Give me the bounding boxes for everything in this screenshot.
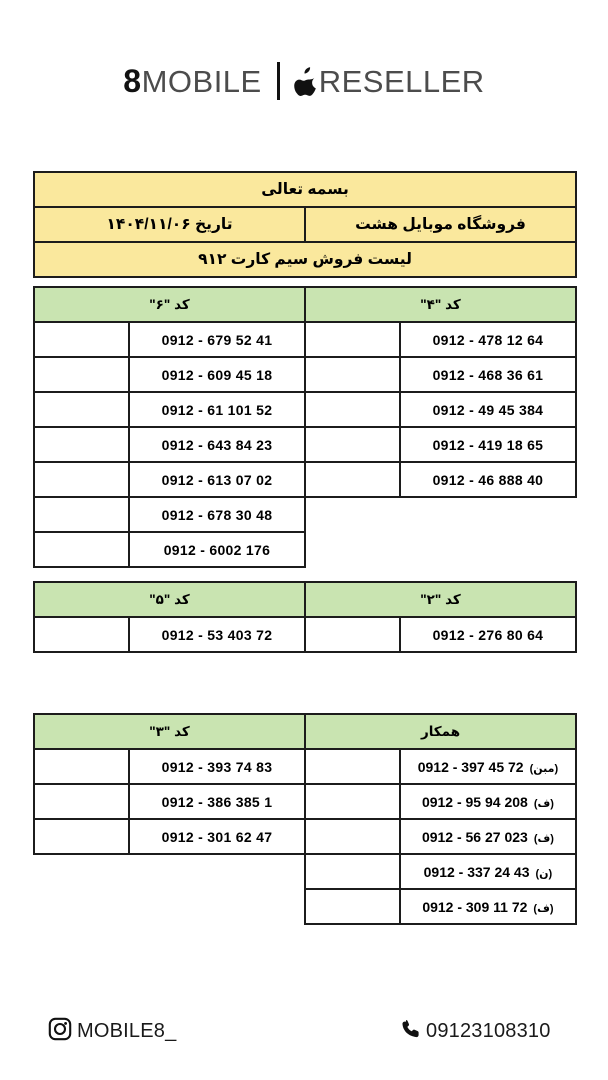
number-tag: (ف) — [533, 797, 554, 810]
table-row — [34, 242, 576, 277]
price-cell[interactable] — [34, 784, 129, 819]
number-cell: 0912 - 643 84 23 — [129, 427, 305, 462]
price-cell[interactable] — [305, 854, 400, 889]
number-tag: (ف) — [533, 832, 554, 845]
price-cell[interactable] — [34, 617, 129, 652]
table-row — [34, 427, 576, 462]
number-cell: 0912 - 301 62 47 — [129, 819, 305, 854]
price-cell[interactable] — [305, 427, 400, 462]
shop-name-cell: فروشگاه موبایل هشت — [305, 207, 576, 242]
number-cell — [400, 854, 576, 889]
header-code-4: کد "۴" — [305, 287, 576, 322]
price-cell[interactable] — [305, 784, 400, 819]
table-code-6-and-4 — [33, 286, 577, 568]
number-cell — [400, 749, 576, 784]
number-tag: (مبن) — [529, 762, 559, 775]
empty-filler — [34, 889, 129, 924]
info-header-table — [33, 171, 577, 278]
brand-mobile-text: MOBILE — [141, 63, 262, 99]
number-cell: 0912 - 46 888 40 — [400, 462, 576, 497]
number-cell: 0912 - 609 45 18 — [129, 357, 305, 392]
number-cell: 0912 - 386 385 1 — [129, 784, 305, 819]
number-cell: 0912 - 53 403 72 — [129, 617, 305, 652]
header-code-5: کد "۵" — [34, 582, 305, 617]
table-code-3-and-colleague — [33, 713, 577, 925]
number-cell — [400, 784, 576, 819]
price-cell[interactable] — [305, 392, 400, 427]
instagram-handle: MOBILE8_ — [77, 1019, 177, 1042]
table-row — [34, 357, 576, 392]
price-cell[interactable] — [305, 357, 400, 392]
brand-eight: 8 — [123, 63, 142, 99]
apple-logo-icon — [294, 67, 318, 97]
number-cell: 0912 - 679 52 41 — [129, 322, 305, 357]
price-cell[interactable] — [34, 532, 129, 567]
table-row — [34, 207, 576, 242]
empty-filler — [400, 497, 576, 532]
table-header-row — [34, 714, 576, 749]
table-row — [34, 497, 576, 532]
empty-filler — [400, 532, 576, 567]
price-cell[interactable] — [34, 392, 129, 427]
phone-icon — [400, 1018, 422, 1045]
header-colleague: همکار — [305, 714, 576, 749]
brand-logo — [0, 52, 608, 110]
number-cell: 0912 - 61 101 52 — [129, 392, 305, 427]
price-cell[interactable] — [34, 749, 129, 784]
number-text: 0912 - 337 24 43 — [423, 863, 530, 880]
table-row — [34, 322, 576, 357]
instagram-contact[interactable] — [48, 1017, 176, 1046]
table-row — [34, 462, 576, 497]
number-tag: (ن) — [535, 867, 553, 880]
number-text: 0912 - 56 27 023 — [421, 828, 528, 845]
bismillah-cell: بسمه تعالی — [34, 172, 576, 207]
price-cell[interactable] — [305, 322, 400, 357]
list-title-cell: لیست فروش سیم کارت ۹۱۲ — [34, 242, 576, 277]
number-tag: (ف) — [533, 902, 554, 915]
table-row — [34, 854, 576, 889]
price-cell[interactable] — [34, 357, 129, 392]
number-text: 0912 - 95 94 208 — [421, 793, 528, 810]
number-cell: 0912 - 678 30 48 — [129, 497, 305, 532]
date-cell: تاریخ ۱۴۰۴/۱۱/۰۶ — [34, 207, 305, 242]
price-cell[interactable] — [305, 617, 400, 652]
table-row — [34, 819, 576, 854]
table-row — [34, 392, 576, 427]
number-text: 0912 - 309 11 72 — [422, 898, 528, 915]
price-cell[interactable] — [305, 462, 400, 497]
price-cell[interactable] — [305, 889, 400, 924]
table-row — [34, 889, 576, 924]
table-code-5-and-2 — [33, 581, 577, 653]
table-row — [34, 532, 576, 567]
table-row — [34, 172, 576, 207]
brand-wordmark — [123, 62, 484, 100]
instagram-icon — [48, 1017, 72, 1046]
table-row — [34, 784, 576, 819]
number-cell — [400, 889, 576, 924]
empty-filler — [129, 889, 305, 924]
header-code-2: کد "۲" — [305, 582, 576, 617]
table-row — [34, 749, 576, 784]
table-row — [34, 617, 576, 652]
empty-filler — [305, 532, 400, 567]
price-cell[interactable] — [34, 497, 129, 532]
empty-filler — [34, 854, 129, 889]
footer — [0, 1008, 608, 1054]
price-cell[interactable] — [305, 819, 400, 854]
brand-divider — [277, 62, 280, 100]
header-code-6: کد "۶" — [34, 287, 305, 322]
number-cell: 0912 - 6002 176 — [129, 532, 305, 567]
phone-contact[interactable] — [400, 1018, 551, 1045]
number-cell: 0912 - 478 12 64 — [400, 322, 576, 357]
price-cell[interactable] — [305, 749, 400, 784]
price-cell[interactable] — [34, 427, 129, 462]
number-cell: 0912 - 468 36 61 — [400, 357, 576, 392]
number-cell — [400, 819, 576, 854]
brand-reseller-text: RESELLER — [318, 63, 485, 99]
empty-filler — [129, 854, 305, 889]
number-cell: 0912 - 276 80 64 — [400, 617, 576, 652]
empty-filler — [305, 497, 400, 532]
number-text: 0912 - 397 45 72 — [417, 758, 524, 775]
price-cell[interactable] — [34, 322, 129, 357]
number-cell: 0912 - 49 45 384 — [400, 392, 576, 427]
number-cell: 0912 - 613 07 02 — [129, 462, 305, 497]
phone-number: 09123108310 — [426, 1019, 551, 1042]
table-header-row — [34, 287, 576, 322]
number-cell: 0912 - 419 18 65 — [400, 427, 576, 462]
table-header-row — [34, 582, 576, 617]
price-cell[interactable] — [34, 462, 129, 497]
number-cell: 0912 - 393 74 83 — [129, 749, 305, 784]
header-code-3: کد "۳" — [34, 714, 305, 749]
price-cell[interactable] — [34, 819, 129, 854]
